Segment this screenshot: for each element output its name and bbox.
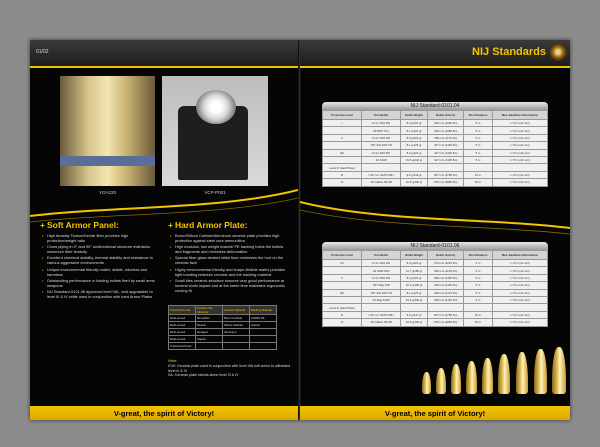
table-cell <box>428 164 464 171</box>
table-cell: 878 m/s (2880 ft/s) <box>428 179 464 186</box>
table-cell: 8.0 g/124 gr <box>400 134 428 141</box>
table-cell: 5 m <box>464 120 493 127</box>
table-cell: 1.73 in (44 mm) <box>492 274 547 281</box>
table-row <box>323 111 548 120</box>
table-row <box>169 322 277 329</box>
table-header: Ceramic Tile Structure <box>196 306 223 315</box>
table-row <box>323 171 548 178</box>
table-cell: 1.73 in (44 mm) <box>492 289 547 296</box>
table-cell: 9.6 g/148 gr <box>400 171 428 178</box>
table-cell <box>400 304 428 311</box>
table-cell: .357 SIG FMJ FN <box>362 289 401 296</box>
table-cell: 9.6 g/147 gr <box>400 311 428 318</box>
table-cell: Multi-curved <box>169 315 196 322</box>
table-cell: .30 Caliber M2 AP <box>362 319 401 326</box>
company-logo-icon <box>549 43 567 61</box>
table-cell: 9 mm FMJ RN <box>362 134 401 141</box>
table-cell <box>323 127 362 134</box>
table-cell: 1.73 in (44 mm) <box>492 127 547 134</box>
soft-armor-list <box>40 233 158 299</box>
yellow-curve-divider <box>300 200 570 240</box>
table-row <box>323 156 548 163</box>
table-cell: 8.1 g/124 gr <box>400 127 428 134</box>
table-row <box>323 127 548 134</box>
table-cell: 332 m/s (1090 ft/s) <box>428 120 464 127</box>
table-cell: 1.73 in (44 mm) <box>492 282 547 289</box>
table-cell: II <box>323 134 362 141</box>
table-cell <box>323 142 362 149</box>
table-cell: 9 mm FMJ RN <box>362 274 401 281</box>
table-cell: 358 m/s (1175 ft/s) <box>428 134 464 141</box>
list-item: • Cross plying in 0° and 90° unidirectional structure maintains maximum fiber tenacity <box>47 244 158 254</box>
table-cell: 5 m <box>464 289 493 296</box>
table-cell: 1.73 in (44 mm) <box>492 296 547 303</box>
table-row <box>323 179 548 186</box>
table-cell: 5 m <box>464 274 493 281</box>
list-item: • High modulus, low weight Aramid/ PE backing holds the bullets and fragments and minimizes deformation <box>175 244 286 254</box>
list-item: • Boron/Silicon Carbide/Aluminum ceramic plate provides high protection against steel core ammunition <box>175 233 286 243</box>
table-row <box>323 282 548 289</box>
nij-table <box>322 110 548 187</box>
table-row <box>323 267 548 274</box>
ammunition-image <box>418 346 568 394</box>
table-cell: 1.73 in (44 mm) <box>492 319 547 326</box>
table-header: Protection Level <box>323 111 362 120</box>
table-cell: Boron Carbide <box>223 315 250 322</box>
table-cell: 8.0 g/124 gr <box>400 274 428 281</box>
table-cell: .44 Mag SJHP <box>362 296 401 303</box>
table-header: Protection Level <box>169 306 196 315</box>
table-header: Bullet Velocity <box>428 251 464 260</box>
table-cell: IIA <box>323 260 362 267</box>
table-row <box>323 311 548 318</box>
table-cell <box>400 164 428 171</box>
table-header: Ceramic Material <box>223 306 250 315</box>
table-cell: 15 m <box>464 311 493 318</box>
table-row <box>323 120 548 127</box>
table-cell: 9 mm FMJ RN <box>362 120 401 127</box>
table-header: Test Bullet <box>362 111 401 120</box>
table-cell <box>492 304 547 311</box>
table-row <box>169 329 277 336</box>
table-row <box>323 260 548 267</box>
table-cell: IIIA <box>323 289 362 296</box>
table-cell: 427 m/s (1400 ft/s) <box>428 149 464 156</box>
table-cell: 1.73 in (44 mm) <box>492 311 547 318</box>
soft-armor-heading: + Soft Armor Panel: <box>40 220 119 230</box>
table-cell: UHMW PE <box>250 315 277 322</box>
table-header: Test Bullet <box>362 251 401 260</box>
table-cell: .30 Caliber M2 AP <box>362 179 401 186</box>
material-table <box>168 305 277 350</box>
table-cell: 847 m/s (2780 ft/s) <box>428 171 464 178</box>
table-header: Max. Backface Deformation <box>492 251 547 260</box>
photo-caption: YGA220 <box>98 190 116 195</box>
table-cell: 8.0 g/124 gr <box>400 260 428 267</box>
table-header: Backing Material <box>250 306 277 315</box>
table-cell: 7.62 mm NATO FMJ <box>362 311 401 318</box>
table-cell: 436 m/s (1430 ft/s) <box>428 296 464 303</box>
list-item: • Special fiber glass treated strike face minimizes the hurt on the ceramic face <box>175 255 286 265</box>
table-cell <box>323 282 362 289</box>
table-cell: 398 m/s (1305 ft/s) <box>428 274 464 281</box>
armor-plate-photo <box>162 76 268 186</box>
table-cell: 1.73 in (44 mm) <box>492 149 547 156</box>
table-cell: 1.73 in (44 mm) <box>492 267 547 274</box>
table-cell <box>250 336 277 343</box>
list-item: • Highly environmental friendly and shape-flexible matrix provides tight bonding between ceramic and the backing material <box>175 267 286 277</box>
nij-table-block <box>322 102 548 187</box>
table-row <box>169 343 277 350</box>
fabric-roll-photo <box>60 76 155 186</box>
table-cell <box>250 329 277 336</box>
table-cell: 8.0 g/124 gr <box>400 120 428 127</box>
table-cell: Aramid <box>250 322 277 329</box>
table-cell: III <box>323 171 362 178</box>
table-cell: Mosaic <box>196 322 223 329</box>
table-header: Protection Level <box>323 251 362 260</box>
table-cell: 15 m <box>464 179 493 186</box>
table-cell: 8.1 g/125 gr <box>400 142 428 149</box>
table-cell: Multi-curved <box>169 336 196 343</box>
slogan: V-great, the spirit of Victory! <box>113 409 215 418</box>
table-cell: 9 mm FMJ RN <box>362 149 401 156</box>
table-cell <box>250 343 277 350</box>
table-cell: 8.0 g/124 gr <box>400 149 428 156</box>
table-cell: 436 m/s (1430 ft/s) <box>428 282 464 289</box>
hard-armor-list <box>168 233 286 293</box>
table-cell: .357 SIG FMJ FN <box>362 142 401 149</box>
table-cell: 5 m <box>464 282 493 289</box>
table-cell: 11.7 g/180 gr <box>400 267 428 274</box>
note-block <box>168 358 293 378</box>
right-footer <box>300 400 570 420</box>
note-heading: Note: <box>168 358 178 363</box>
table-cell <box>323 267 362 274</box>
left-page <box>30 40 298 420</box>
table-row <box>323 134 548 141</box>
table-cell: IV <box>323 319 362 326</box>
table-cell: 5 m <box>464 142 493 149</box>
table-cell: 329 m/s (1080 ft/s) <box>428 127 464 134</box>
right-page <box>300 40 570 420</box>
soft-armor-section <box>40 220 158 300</box>
table-cell <box>464 304 493 311</box>
table-row <box>323 142 548 149</box>
table-cell <box>362 164 401 171</box>
list-item: • Small tiles ceramic structure ensures very good performance at several shots impact and at the same time maintains ergonomic curving fit <box>175 278 286 293</box>
table-cell: 10.8 g/166 gr <box>400 179 428 186</box>
table-cell: Aluminum <box>223 329 250 336</box>
table-cell: 1.73 in (44 mm) <box>492 120 547 127</box>
left-header-bar <box>30 40 298 68</box>
table-cell: III <box>323 311 362 318</box>
table-cell: Silicon Carbide <box>223 322 250 329</box>
table-header: Bullet Weight <box>400 111 428 120</box>
page-title: NIJ Standards <box>472 46 546 58</box>
table-header: Shot Distance <box>464 251 493 260</box>
table-cell <box>323 296 362 303</box>
hard-armor-heading: + Hard Armor Plate: <box>168 220 248 230</box>
hard-armor-section <box>168 220 286 294</box>
table-cell: 15.6 g/240 gr <box>400 156 428 163</box>
note-line: SA: Ceramic plate stands alone level III & IV <box>168 373 239 378</box>
table-cell <box>362 304 401 311</box>
table-cell: Square <box>196 336 223 343</box>
page-number: 01/02 <box>36 49 49 55</box>
table-header: Shot Distance <box>464 111 493 120</box>
table-cell: 9 mm FMJ RN <box>362 260 401 267</box>
table-row <box>169 336 277 343</box>
table-cell: Customized level <box>169 343 196 350</box>
note-line: ICW: Ceramic plate used in conjunction with level IIIA soft armor to withstand level III & IV <box>168 364 291 373</box>
table-row <box>323 164 548 171</box>
table-row <box>169 315 277 322</box>
slogan: V-great, the spirit of Victory! <box>384 409 486 418</box>
table-cell: 1.73 in (44 mm) <box>492 260 547 267</box>
table-cell: 1.73 in (44 mm) <box>492 142 547 149</box>
table-cell <box>492 164 547 171</box>
table-cell: IIIA <box>323 149 362 156</box>
list-item: • High tenacity Twaron/Kevlar fiber provides high protection/weight ratio <box>47 233 158 243</box>
table-header: Bullet Weight <box>400 251 428 260</box>
table-cell: 373 m/s (1225 ft/s) <box>428 260 464 267</box>
photo-caption: VCP-P001 <box>204 190 226 195</box>
table-header: Bullet Velocity <box>428 111 464 120</box>
table-cell: 1.73 in (44 mm) <box>492 134 547 141</box>
table-cell: .38 RNP Trho <box>362 127 401 134</box>
nij-table-block <box>322 242 548 327</box>
table-row <box>323 251 548 260</box>
table-row <box>323 289 548 296</box>
list-item: • NIJ Standard-0101.06 approved level IIIA , and upgradable to level III & IV while used in conjunction with hard Armor Plates <box>47 289 158 299</box>
table-cell <box>223 343 250 350</box>
table-cell: 5 m <box>464 156 493 163</box>
table-cell <box>196 343 223 350</box>
table-cell <box>223 336 250 343</box>
brochure-spread <box>30 40 570 420</box>
table-cell: .40 S&W FMJ <box>362 267 401 274</box>
table-cell: 878 m/s (2880 ft/s) <box>428 319 464 326</box>
table-cell <box>428 304 464 311</box>
table-cell: I <box>323 120 362 127</box>
nij-table <box>322 250 548 327</box>
table-cell: 427 m/s (1400 ft/s) <box>428 142 464 149</box>
table-cell: 8.1 g/125 gr <box>400 289 428 296</box>
table-cell: IV <box>323 179 362 186</box>
table-row <box>323 319 548 326</box>
list-item: • Excellent chemical stability, thermal stability and resistance to various aggressive environments <box>47 255 158 265</box>
table-cell: II <box>323 274 362 281</box>
table-cell: 10.2 g/158 gr <box>400 282 428 289</box>
table-cell: .357 Mag JSP <box>362 282 401 289</box>
table-cell: 1.73 in (44 mm) <box>492 171 547 178</box>
table-cell: 352 m/s (1155 ft/s) <box>428 267 464 274</box>
table-header: Max. Backface Deformation <box>492 111 547 120</box>
table-cell: Level III (Hard Plate) <box>323 164 362 171</box>
table-row <box>323 274 548 281</box>
table-cell: 15 m <box>464 319 493 326</box>
table-cell: 5 m <box>464 149 493 156</box>
table-cell: Multi-curved <box>169 322 196 329</box>
table-cell: Multi-curved <box>169 329 196 336</box>
table-row <box>323 296 548 303</box>
table-cell: 1.73 in (44 mm) <box>492 179 547 186</box>
table-row <box>323 304 548 311</box>
table-cell: 15 m <box>464 171 493 178</box>
table-cell: Hexagon <box>196 329 223 336</box>
list-item: • Outstanding performance in holding bullets fired by small arms weapons <box>47 278 158 288</box>
table-cell: 5 m <box>464 296 493 303</box>
table-cell: 847 m/s (2780 ft/s) <box>428 311 464 318</box>
table-cell: .44 SJHP <box>362 156 401 163</box>
table-cell <box>464 164 493 171</box>
right-header-bar <box>300 40 570 68</box>
table-cell: 15.6 g/240 gr <box>400 296 428 303</box>
table-cell: 448 m/s (1470 ft/s) <box>428 289 464 296</box>
table-cell: 427 m/s (1400 ft/s) <box>428 156 464 163</box>
nij-table-title: NIJ Standard-0101.04 <box>322 102 548 110</box>
table-cell: 5 m <box>464 260 493 267</box>
table-cell: Level III (Hard Plate) <box>323 304 362 311</box>
table-cell: 10.8 g/166 gr <box>400 319 428 326</box>
table-cell <box>323 156 362 163</box>
table-cell: 7.62 mm NATO FMJ <box>362 171 401 178</box>
table-cell: 5 m <box>464 267 493 274</box>
list-item: • Unique environmental friendly matrix, stable, odorless and harmless <box>47 267 158 277</box>
table-cell: 5 m <box>464 127 493 134</box>
nij-table-title: NIJ Standard-0101.06 <box>322 242 548 250</box>
table-cell: 1.73 in (44 mm) <box>492 156 547 163</box>
table-row <box>169 306 277 315</box>
table-cell: Monolithic <box>196 315 223 322</box>
left-footer <box>30 400 298 420</box>
table-cell: 5 m <box>464 134 493 141</box>
table-row <box>323 149 548 156</box>
